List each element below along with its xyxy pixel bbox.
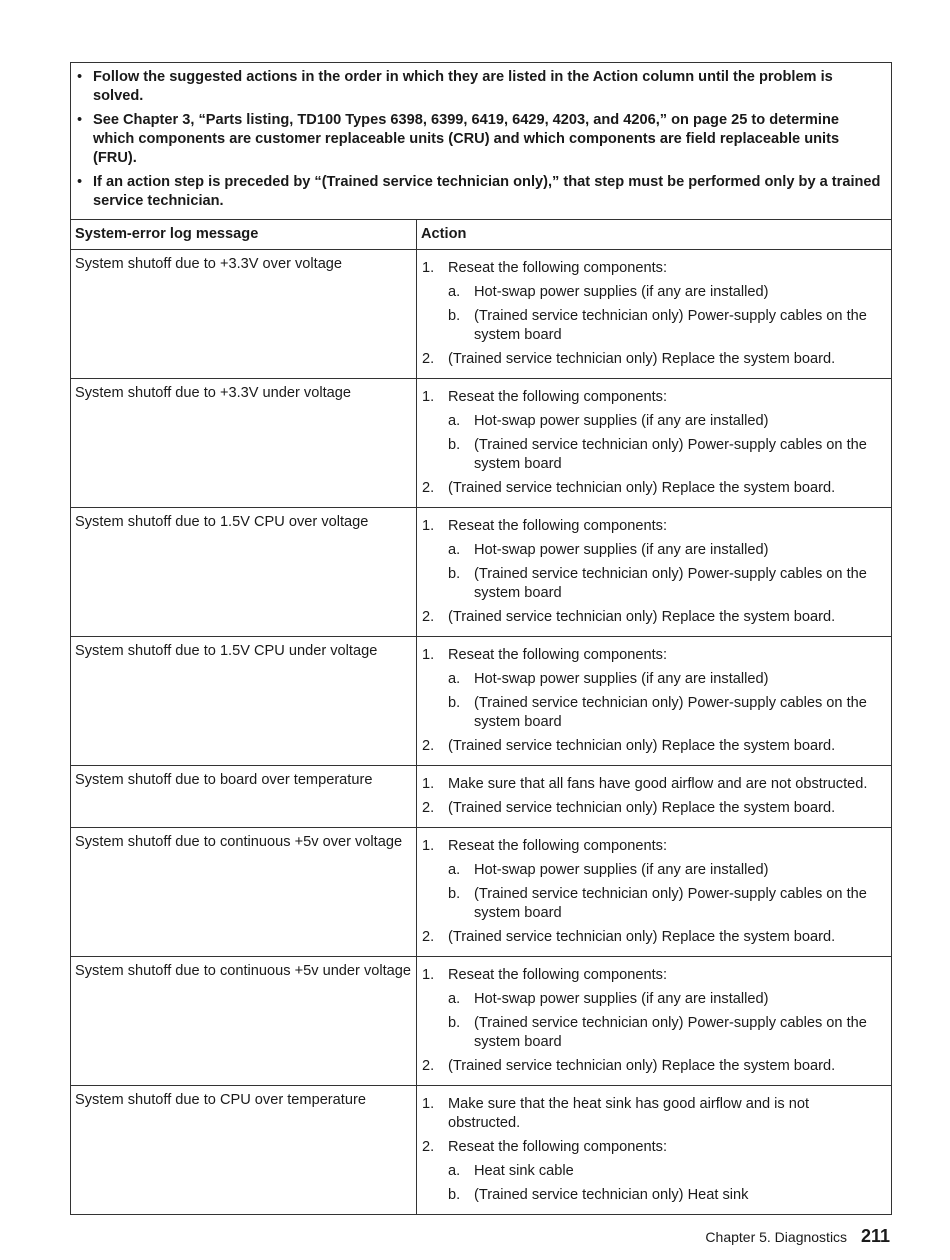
sub-step-text: Hot-swap power supplies (if any are installed) — [474, 413, 769, 429]
sub-step-text: (Trained service technician only) Power-supply cables on the system board — [474, 437, 867, 472]
table-body — [71, 250, 892, 1215]
sub-step — [448, 1186, 883, 1205]
step-text: (Trained service technician only) Replace the system board. — [448, 351, 836, 367]
action-step — [422, 388, 883, 474]
sub-step-letter: a. — [448, 862, 461, 878]
table-row — [71, 1086, 892, 1215]
page-footer — [705, 1226, 890, 1247]
sub-step — [448, 861, 883, 880]
step-number: 2. — [422, 609, 435, 625]
sub-step-letter: a. — [448, 542, 461, 558]
action-step — [422, 775, 883, 794]
action-cell — [417, 828, 892, 957]
action-cell — [417, 250, 892, 379]
sub-step-letter: b. — [448, 886, 461, 902]
column-header-message: System-error log message — [71, 220, 417, 250]
step-text: Make sure that the heat sink has good airflow and is not obstructed. — [448, 1096, 810, 1131]
sub-step — [448, 412, 883, 431]
action-step — [422, 737, 883, 756]
sub-step — [448, 1162, 883, 1181]
page-number: 211 — [860, 1226, 890, 1246]
action-cell — [417, 1086, 892, 1215]
error-log-table — [70, 62, 892, 1215]
sub-step-letter: b. — [448, 695, 461, 711]
step-text: (Trained service technician only) Replace the system board. — [448, 738, 836, 754]
footer-chapter: Chapter 5. Diagnostics — [705, 1229, 848, 1245]
sub-step-text: Hot-swap power supplies (if any are installed) — [474, 284, 769, 300]
note-item: • See Chapter 3, “Parts listing, TD100 Types 6398, 6399, 6419, 6429, 4203, and 4206,” on page 25 to determine which components are customer replaceable units (CRU) and which components are field replaceable units (FRU). — [75, 111, 883, 168]
step-number: 1. — [422, 967, 435, 983]
step-number: 2. — [422, 800, 435, 816]
table-header-row — [71, 220, 892, 250]
step-number: 1. — [422, 1096, 435, 1112]
sub-step-list — [448, 670, 883, 732]
step-number: 2. — [422, 480, 435, 496]
table-row — [71, 828, 892, 957]
step-text: (Trained service technician only) Replace the system board. — [448, 480, 836, 496]
error-message: System shutoff due to 1.5V CPU under voltage — [71, 637, 417, 766]
sub-step-text: Hot-swap power supplies (if any are installed) — [474, 991, 769, 1007]
error-message: System shutoff due to +3.3V under voltage — [71, 379, 417, 508]
sub-step-text: (Trained service technician only) Power-supply cables on the system board — [474, 886, 867, 921]
sub-step-letter: b. — [448, 1187, 461, 1203]
action-step — [422, 259, 883, 345]
sub-step — [448, 307, 883, 345]
sub-step-list — [448, 1162, 883, 1205]
step-text: Reseat the following components: — [448, 838, 668, 854]
note-item: • If an action step is preceded by “(Trained service technician only),” that step must be performed only by a trained service technician. — [75, 173, 883, 211]
error-message: System shutoff due to board over temperature — [71, 766, 417, 828]
step-text: Make sure that all fans have good airflow and are not obstructed. — [448, 776, 868, 792]
sub-step — [448, 283, 883, 302]
step-text: Reseat the following components: — [448, 967, 668, 983]
step-number: 1. — [422, 838, 435, 854]
step-number: 2. — [422, 1058, 435, 1074]
error-message: System shutoff due to continuous +5v over voltage — [71, 828, 417, 957]
step-number: 1. — [422, 260, 435, 276]
sub-step-letter: a. — [448, 991, 461, 1007]
step-number: 2. — [422, 351, 435, 367]
action-cell — [417, 637, 892, 766]
action-step — [422, 1138, 883, 1205]
table-row — [71, 508, 892, 637]
step-text: Reseat the following components: — [448, 518, 668, 534]
table-row — [71, 379, 892, 508]
action-step — [422, 799, 883, 818]
sub-step-text: Heat sink cable — [474, 1163, 574, 1179]
sub-step-list — [448, 861, 883, 923]
error-message: System shutoff due to CPU over temperature — [71, 1086, 417, 1215]
error-message: System shutoff due to +3.3V over voltage — [71, 250, 417, 379]
step-number: 2. — [422, 929, 435, 945]
sub-step-letter: a. — [448, 413, 461, 429]
sub-step — [448, 885, 883, 923]
action-cell — [417, 379, 892, 508]
sub-step — [448, 565, 883, 603]
sub-step-letter: a. — [448, 671, 461, 687]
sub-step-text: (Trained service technician only) Power-supply cables on the system board — [474, 566, 867, 601]
step-text: Reseat the following components: — [448, 260, 668, 276]
sub-step — [448, 990, 883, 1009]
sub-step-letter: b. — [448, 308, 461, 324]
action-step — [422, 350, 883, 369]
action-step — [422, 517, 883, 603]
step-number: 2. — [422, 738, 435, 754]
sub-step — [448, 436, 883, 474]
sub-step-text: (Trained service technician only) Power-supply cables on the system board — [474, 1015, 867, 1050]
table-row — [71, 250, 892, 379]
sub-step-text: (Trained service technician only) Power-supply cables on the system board — [474, 308, 867, 343]
action-cell — [417, 766, 892, 828]
action-step — [422, 608, 883, 627]
notes-list — [75, 68, 883, 211]
sub-step — [448, 1014, 883, 1052]
sub-step-text: Hot-swap power supplies (if any are installed) — [474, 542, 769, 558]
error-message: System shutoff due to 1.5V CPU over voltage — [71, 508, 417, 637]
action-cell — [417, 957, 892, 1086]
sub-step-letter: b. — [448, 566, 461, 582]
sub-step-text: (Trained service technician only) Heat sink — [474, 1187, 749, 1203]
step-text: (Trained service technician only) Replace the system board. — [448, 1058, 836, 1074]
sub-step — [448, 694, 883, 732]
step-text: (Trained service technician only) Replace the system board. — [448, 800, 836, 816]
step-number: 1. — [422, 776, 435, 792]
step-number: 1. — [422, 389, 435, 405]
sub-step-list — [448, 541, 883, 603]
table-row — [71, 637, 892, 766]
sub-step-text: Hot-swap power supplies (if any are installed) — [474, 671, 769, 687]
action-cell — [417, 508, 892, 637]
action-step — [422, 479, 883, 498]
step-number: 1. — [422, 647, 435, 663]
sub-step-list — [448, 990, 883, 1052]
step-text: Reseat the following components: — [448, 1139, 668, 1155]
step-text: Reseat the following components: — [448, 647, 668, 663]
sub-step-letter: b. — [448, 437, 461, 453]
sub-step — [448, 670, 883, 689]
table-row — [71, 957, 892, 1086]
action-step — [422, 966, 883, 1052]
notes-cell — [71, 63, 892, 220]
step-text: (Trained service technician only) Replace the system board. — [448, 609, 836, 625]
sub-step-text: Hot-swap power supplies (if any are installed) — [474, 862, 769, 878]
notes-row — [71, 63, 892, 220]
action-step — [422, 646, 883, 732]
sub-step-letter: a. — [448, 1163, 461, 1179]
table-row — [71, 766, 892, 828]
column-header-action: Action — [417, 220, 892, 250]
sub-step — [448, 541, 883, 560]
sub-step-list — [448, 412, 883, 474]
sub-step-letter: b. — [448, 1015, 461, 1031]
action-step — [422, 837, 883, 923]
step-text: (Trained service technician only) Replace the system board. — [448, 929, 836, 945]
action-step — [422, 928, 883, 947]
step-number: 2. — [422, 1139, 435, 1155]
action-step — [422, 1095, 883, 1133]
note-item: • Follow the suggested actions in the order in which they are listed in the Action column until the problem is solved. — [75, 68, 883, 106]
step-number: 1. — [422, 518, 435, 534]
sub-step-text: (Trained service technician only) Power-supply cables on the system board — [474, 695, 867, 730]
sub-step-list — [448, 283, 883, 345]
sub-step-letter: a. — [448, 284, 461, 300]
error-message: System shutoff due to continuous +5v under voltage — [71, 957, 417, 1086]
step-text: Reseat the following components: — [448, 389, 668, 405]
action-step — [422, 1057, 883, 1076]
